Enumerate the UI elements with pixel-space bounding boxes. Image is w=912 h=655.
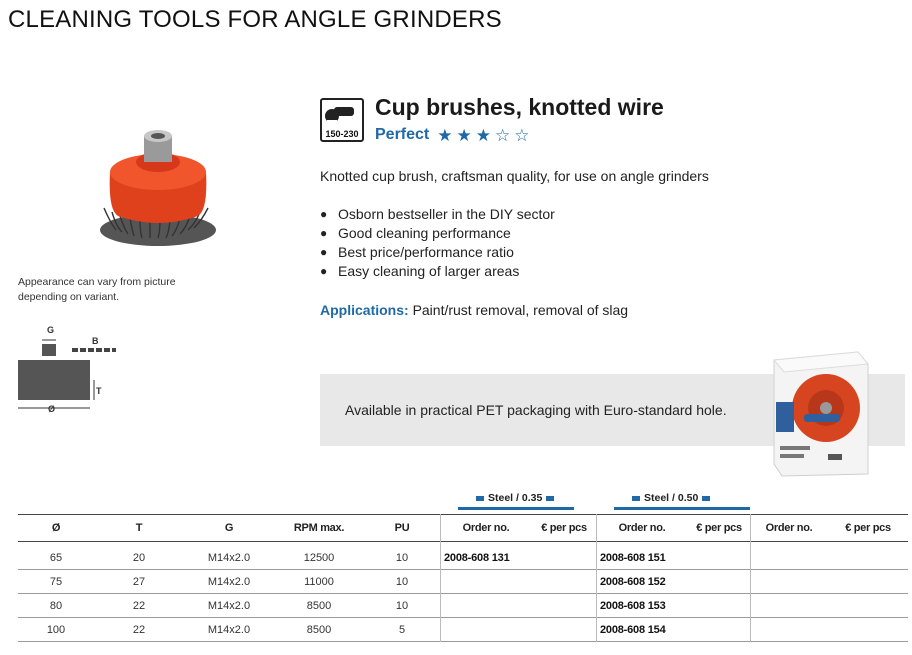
cell-order-no-050: 2008-608 153: [600, 599, 666, 612]
group-header-2: [632, 490, 710, 506]
feature-item: [320, 243, 555, 262]
column-divider: [596, 514, 597, 642]
photo-caption: [18, 275, 218, 305]
drawing-label-d: Ø: [48, 404, 56, 414]
cell-thickness: 22: [132, 599, 146, 612]
packaging-text: Available in practical PET packaging with Euro-standard hole.: [345, 402, 727, 418]
col-header-diameter: Ø: [51, 522, 61, 534]
table-row: [18, 570, 908, 594]
caption-line-2: depending on variant.: [18, 291, 119, 303]
cell-thread: M14x2.0: [207, 575, 251, 588]
col-header-order-no: Order no.: [462, 522, 510, 534]
quality-rating: [375, 126, 530, 144]
group-underline: [458, 507, 574, 510]
cell-order-no-035: 2008-608 131: [444, 551, 510, 564]
col-header-price: € per pcs: [541, 522, 587, 534]
cell-thread: M14x2.0: [207, 623, 251, 636]
cell-pu: 10: [395, 551, 409, 564]
product-photo: [98, 112, 218, 252]
packaging-image: [768, 350, 872, 478]
col-header-price: € per pcs: [845, 522, 891, 534]
group-marker-icon: [476, 496, 484, 501]
column-divider: [440, 514, 441, 642]
cell-order-no-050: 2008-608 154: [600, 623, 666, 636]
cell-order-no-035: [440, 594, 596, 617]
caption-line-1: Appearance can vary from picture: [18, 276, 176, 288]
table-row: [18, 594, 908, 618]
col-header-thickness: T: [135, 522, 143, 534]
cell-diameter: 75: [49, 575, 63, 588]
feature-text: Osborn bestseller in the DIY sector: [338, 206, 555, 222]
cell-pu: 5: [398, 623, 406, 636]
group-marker-icon: [546, 496, 554, 501]
cell-diameter: 80: [49, 599, 63, 612]
disc-size-range: 150-230: [325, 129, 359, 139]
cell-thickness: 22: [132, 623, 146, 636]
cell-diameter: 65: [49, 551, 63, 564]
feature-item: [320, 224, 555, 243]
star-filled-icon: ★: [475, 125, 491, 145]
star-filled-icon: ★: [437, 125, 453, 145]
col-header-rpm: RPM max.: [293, 522, 345, 534]
group-header-1: [476, 490, 554, 506]
drawing-label-t: T: [96, 386, 102, 396]
drawing-label-b: B: [92, 336, 99, 346]
dimension-drawing: [14, 322, 124, 414]
star-empty-icon: ☆: [495, 125, 511, 145]
col-header-order-no: Order no.: [618, 522, 666, 534]
bullet-icon: ●: [320, 245, 328, 259]
grinder-glyph-icon: [322, 100, 362, 130]
col-header-price: € per pcs: [696, 522, 742, 534]
applications: [320, 302, 628, 318]
column-divider: [750, 514, 751, 642]
applications-text: Paint/rust removal, removal of slag: [412, 302, 629, 318]
product-description: Knotted cup brush, craftsman quality, for use on angle grinders: [320, 168, 709, 184]
cell-pu: 10: [395, 599, 409, 612]
cell-pu: 10: [395, 575, 409, 588]
group-marker-icon: [632, 496, 640, 501]
cell-diameter: 100: [46, 623, 66, 636]
drawing-label-g: G: [47, 325, 55, 335]
group-marker-icon: [702, 496, 710, 501]
feature-text: Good cleaning performance: [338, 225, 511, 241]
product-title: Cup brushes, knotted wire: [375, 94, 664, 120]
col-header-order-no: Order no.: [765, 522, 813, 534]
rating-label: Perfect: [375, 126, 430, 143]
cell-thread: M14x2.0: [207, 551, 251, 564]
feature-text: Best price/performance ratio: [338, 244, 514, 260]
feature-list: [320, 205, 555, 281]
cell-thickness: 27: [132, 575, 146, 588]
star-empty-icon: ☆: [514, 125, 530, 145]
table-header-row: [18, 514, 908, 542]
group-underline: [614, 507, 750, 510]
applications-label: Applications:: [320, 302, 409, 318]
table-row: [18, 618, 908, 642]
bullet-icon: ●: [320, 207, 328, 221]
col-header-thread: G: [224, 522, 234, 534]
feature-item: [320, 262, 555, 281]
cell-rpm: 12500: [303, 551, 335, 564]
cell-rpm: 11000: [304, 575, 334, 588]
group-label: Steel / 0.35: [488, 492, 543, 504]
feature-item: [320, 205, 555, 224]
star-filled-icon: ★: [456, 125, 472, 145]
col-header-pu: PU: [394, 522, 410, 534]
cell-thread: M14x2.0: [207, 599, 251, 612]
cell-order-no-050: 2008-608 151: [600, 551, 666, 564]
feature-text: Easy cleaning of larger areas: [338, 263, 520, 279]
cell-rpm: 8500: [306, 599, 332, 612]
angle-grinder-icon: [320, 98, 364, 142]
cell-rpm: 8500: [306, 623, 332, 636]
page-title: CLEANING TOOLS FOR ANGLE GRINDERS: [8, 6, 502, 33]
bullet-icon: ●: [320, 226, 328, 240]
cell-thickness: 20: [132, 551, 146, 564]
cell-order-no-035: [440, 618, 596, 641]
cell-order-no-050: 2008-608 152: [600, 575, 666, 588]
group-label: Steel / 0.50: [644, 492, 699, 504]
cell-order-no-035: [440, 570, 596, 593]
table-row: [18, 546, 908, 570]
bullet-icon: ●: [320, 264, 328, 278]
